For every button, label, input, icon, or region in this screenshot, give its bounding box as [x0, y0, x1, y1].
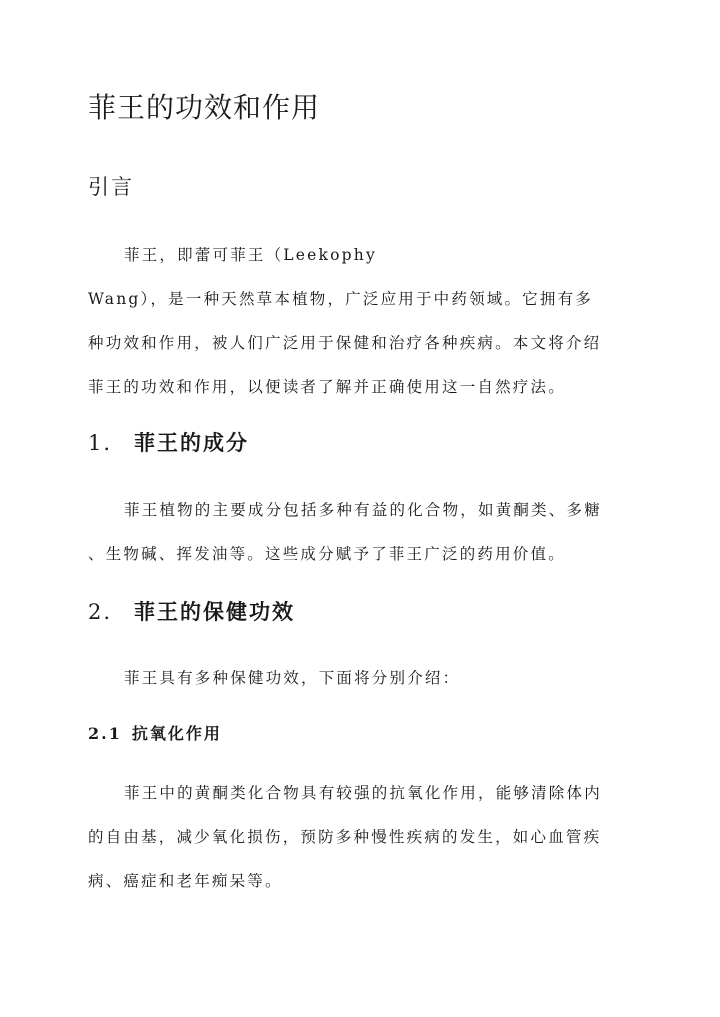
section-heading-2	[88, 597, 295, 627]
section-title: 菲王的保健功效	[134, 599, 296, 624]
paragraph-section-1	[88, 488, 636, 576]
text-line: 菲王中的黄酮类化合物具有较强的抗氧化作用，能够清除体内	[124, 784, 602, 802]
text-line: 、生物碱、挥发油等。这些成分赋予了菲王广泛的药用价值。	[88, 545, 566, 563]
paragraph-section-2-1	[88, 771, 636, 903]
text-line: 的自由基，减少氧化损伤，预防多种慢性疾病的发生，如心血管疾	[88, 828, 602, 846]
subsection-title: 抗氧化作用	[131, 724, 222, 743]
section-number: 1.	[88, 431, 113, 455]
text-line: 菲王的功效和作用，以便读者了解并正确使用这一自然疗法。	[88, 378, 566, 396]
text-line: 病、癌症和老年痴呆等。	[88, 872, 283, 890]
section-heading-intro: 引言	[88, 175, 134, 199]
paragraph-intro	[88, 233, 636, 409]
text-line: Wang），是一种天然草本植物，广泛应用于中药领域。它拥有多	[88, 290, 593, 308]
document-title: 菲王的功效和作用	[88, 91, 321, 124]
text-line: 种功效和作用，被人们广泛用于保健和治疗各种疾病。本文将介绍	[88, 334, 602, 352]
section-heading-1	[88, 428, 249, 458]
section-number: 2.	[88, 600, 113, 624]
section-title: 菲王的成分	[134, 430, 250, 455]
paragraph-section-2	[88, 656, 636, 700]
text-line: 菲王，即蕾可菲王（Leekophy	[124, 246, 377, 264]
text-line: 菲王具有多种保健功效，下面将分别介绍：	[124, 669, 461, 687]
text-line: 菲王植物的主要成分包括多种有益的化合物，如黄酮类、多糖	[124, 501, 602, 519]
subsection-heading-2-1	[88, 722, 222, 746]
subsection-number: 2.1	[88, 724, 122, 743]
